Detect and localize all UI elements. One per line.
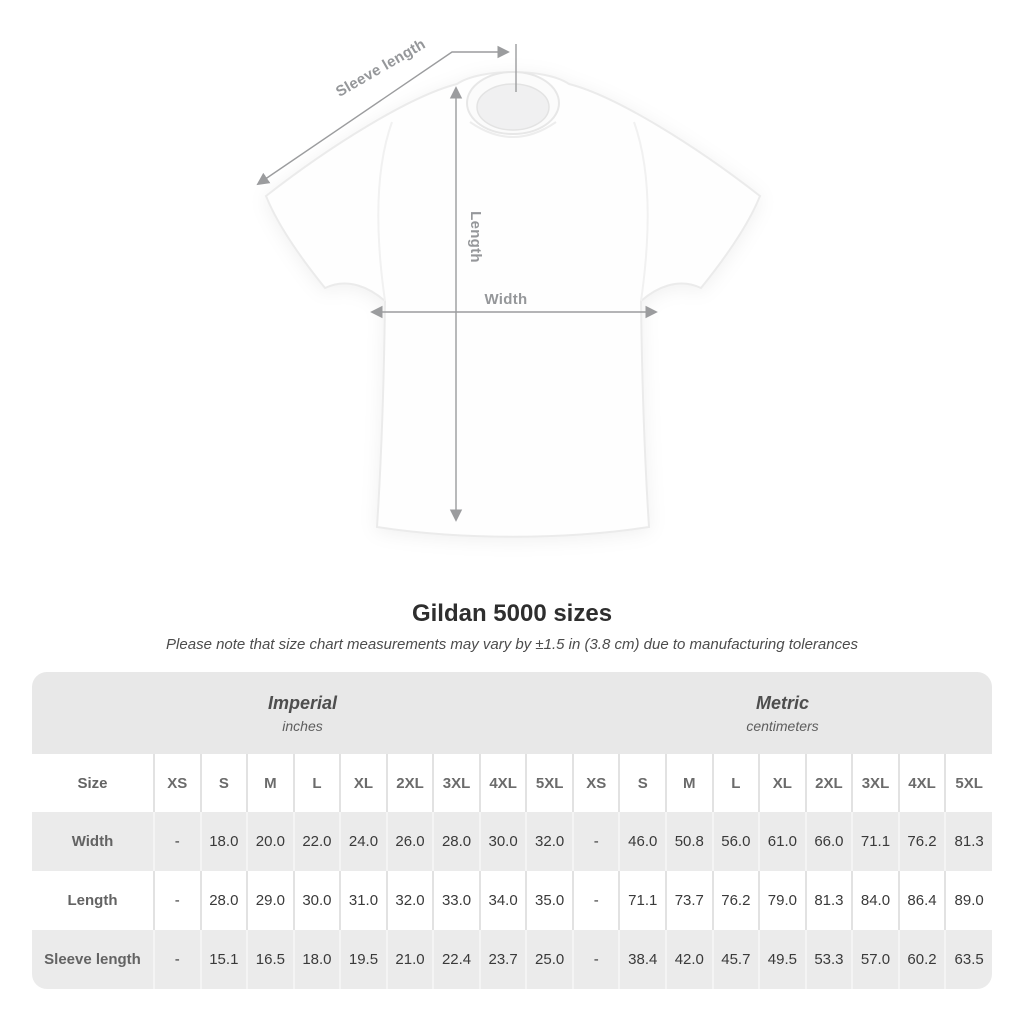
imperial-unit-label: inches [282,717,323,734]
row-label-sleeve-length: Sleeve length [44,951,141,968]
cell-width-metric-m: 50.8 [666,812,713,871]
col-header-imperial-m: M [247,754,294,812]
cell-sleeve-length-imperial-2xl: 21.0 [387,930,434,989]
cell-width-imperial-4xl: 30.0 [480,812,527,871]
metric-unit-label: centimeters [746,717,819,734]
row-width [32,812,992,871]
cell-length-imperial-3xl: 33.0 [433,871,480,930]
col-header-imperial-l: L [294,754,341,812]
col-header-imperial-3xl: 3XL [433,754,480,812]
cell-length-metric-3xl: 84.0 [852,871,899,930]
metric-group-header [573,672,992,754]
cell-width-metric-s: 46.0 [619,812,666,871]
metric-label: Metric [755,692,809,713]
unit-group-header [32,672,992,754]
col-header-imperial-2xl: 2XL [387,754,434,812]
cell-width-imperial-5xl: 32.0 [526,812,573,871]
cell-sleeve-length-imperial-s: 15.1 [201,930,248,989]
cell-length-metric-2xl: 81.3 [806,871,853,930]
cell-width-imperial-m: 20.0 [247,812,294,871]
collar-neck-hole [477,84,549,130]
cell-length-imperial-xl: 31.0 [340,871,387,930]
length-label: Length [467,211,484,263]
cell-sleeve-length-metric-3xl: 57.0 [852,930,899,989]
col-header-metric-m: M [666,754,713,812]
size-corner-label: Size [77,774,108,792]
cell-width-imperial-xl: 24.0 [340,812,387,871]
cell-length-metric-4xl: 86.4 [899,871,946,930]
cell-sleeve-length-metric-s: 38.4 [619,930,666,989]
cell-length-imperial-5xl: 35.0 [526,871,573,930]
imperial-group-header [32,672,573,754]
col-header-metric-4xl: 4XL [899,754,946,812]
cell-sleeve-length-metric-2xl: 53.3 [806,930,853,989]
cell-sleeve-length-imperial-3xl: 22.4 [433,930,480,989]
cell-width-metric-l: 56.0 [713,812,760,871]
cell-sleeve-length-imperial-xs: - [154,930,201,989]
cell-length-imperial-2xl: 32.0 [387,871,434,930]
col-header-metric-xs: XS [573,754,620,812]
size-header-row [32,754,992,812]
row-label-width: Width [71,833,114,850]
width-label: Width [484,291,528,308]
imperial-label: Imperial [267,692,338,713]
col-header-imperial-5xl: 5XL [526,754,573,812]
cell-length-metric-s: 71.1 [619,871,666,930]
cell-length-imperial-4xl: 34.0 [480,871,527,930]
cell-sleeve-length-metric-5xl: 63.5 [945,930,992,989]
cell-width-imperial-s: 18.0 [201,812,248,871]
cell-width-metric-xs: - [573,812,620,871]
size-chart-table [32,672,992,989]
cell-width-imperial-l: 22.0 [294,812,341,871]
cell-length-metric-xs: - [573,871,620,930]
cell-sleeve-length-imperial-m: 16.5 [247,930,294,989]
cell-length-imperial-s: 28.0 [201,871,248,930]
cell-width-imperial-3xl: 28.0 [433,812,480,871]
page-title: Gildan 5000 sizes [411,600,613,627]
cell-width-imperial-2xl: 26.0 [387,812,434,871]
col-header-imperial-xl: XL [340,754,387,812]
col-header-metric-3xl: 3XL [852,754,899,812]
cell-length-imperial-xs: - [154,871,201,930]
cell-length-metric-5xl: 89.0 [945,871,992,930]
cell-length-imperial-m: 29.0 [247,871,294,930]
col-header-metric-5xl: 5XL [945,754,992,812]
measurements-grid [32,754,992,989]
cell-width-metric-5xl: 81.3 [945,812,992,871]
col-header-imperial-xs: XS [154,754,201,812]
cell-length-imperial-l: 30.0 [294,871,341,930]
col-header-metric-xl: XL [759,754,806,812]
col-header-metric-2xl: 2XL [806,754,853,812]
row-label-length: Length [67,892,118,909]
cell-sleeve-length-metric-xl: 49.5 [759,930,806,989]
cell-sleeve-length-imperial-5xl: 25.0 [526,930,573,989]
cell-length-metric-m: 73.7 [666,871,713,930]
cell-sleeve-length-imperial-4xl: 23.7 [480,930,527,989]
col-header-imperial-s: S [201,754,248,812]
cell-width-metric-4xl: 76.2 [899,812,946,871]
tolerance-note: Please note that size chart measurements may vary by ±1.5 in (3.8 cm) due to manufacturing tolerances [166,636,858,653]
cell-length-metric-xl: 79.0 [759,871,806,930]
col-header-metric-s: S [619,754,666,812]
cell-sleeve-length-imperial-xl: 19.5 [340,930,387,989]
cell-sleeve-length-metric-m: 42.0 [666,930,713,989]
row-length [32,871,992,930]
col-header-metric-l: L [713,754,760,812]
cell-sleeve-length-metric-l: 45.7 [713,930,760,989]
cell-sleeve-length-metric-xs: - [573,930,620,989]
sleeve-length-label: Sleeve length [332,35,429,101]
cell-width-metric-xl: 61.0 [759,812,806,871]
cell-width-metric-2xl: 66.0 [806,812,853,871]
cell-width-imperial-xs: - [154,812,201,871]
cell-width-metric-3xl: 71.1 [852,812,899,871]
cell-sleeve-length-imperial-l: 18.0 [294,930,341,989]
col-header-imperial-4xl: 4XL [480,754,527,812]
cell-length-metric-l: 76.2 [713,871,760,930]
row-sleeve-length [32,930,992,989]
cell-sleeve-length-metric-4xl: 60.2 [899,930,946,989]
